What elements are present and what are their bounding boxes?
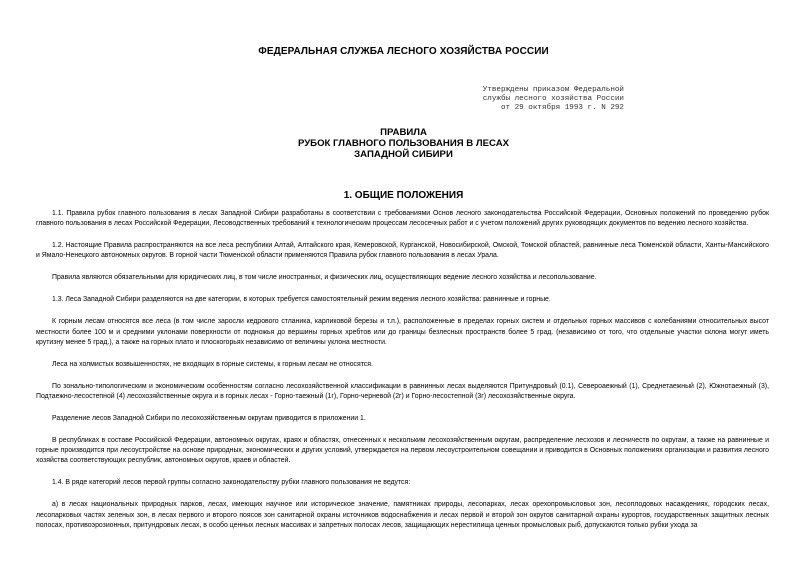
section-heading: 1. ОБЩИЕ ПОЛОЖЕНИЯ	[343, 190, 464, 201]
paragraph: 1.4. В ряде категорий лесов первой группы согласно законодательству рубки главного пользования не ведутся:	[52, 479, 411, 487]
paragraph: По зонально-типологическим и экономическим особенностям согласно лесохозяйственной классификации в равнинных лесах выделяются Притундровый (0.1), Североаежный (1), Среднетаежный (2), Южнотаежный (3), Подтаежно-лесостепной (4) лесохозяйственные округа и в горных лесах - Горно-таежный (1г), Горно-черневой (2г) и Горно-лесостепной (3г) лесохозяйственные округа.	[36, 382, 769, 401]
paragraph: 1.2. Настоящие Правила распространяются на все леса республики Алтай, Алтайского края, Кемеровской, Курганской, Новосибирской, Омской, Томской областей, равнинные леса Тюменской области, Ханты-Мансийского и Ямало-Ненецкого автономных округов. В горной части Тюменской области применяются Правила рубок главного пользования в лесах Урала.	[36, 242, 769, 260]
approval-stamp	[464, 86, 624, 113]
paragraph: Правила являются обязательными для юридических лиц, в том числе иностранных, и физических лиц, осуществляющих ведение лесного хозяйства и лесопользование.	[52, 274, 597, 282]
title-line-2: РУБОК ГЛАВНОГО ПОЛЬЗОВАНИЯ В ЛЕСАХ	[297, 138, 510, 149]
approval-line-2: службы лесного хозяйства России	[482, 95, 624, 103]
title-line-1: ПРАВИЛА	[380, 127, 427, 138]
document-body	[36, 209, 769, 543]
agency-header: ФЕДЕРАЛЬНАЯ СЛУЖБА ЛЕСНОГО ХОЗЯЙСТВА РОССИИ	[258, 46, 549, 57]
approval-line-3: от 29 октября 1993 г. N 292	[500, 104, 624, 112]
paragraph: В республиках в составе Российской Федерации, автономных округах, краях и областях, отнесенных к нескольким лесохозяйственным округам, распределение лесхозов и лесничеств по округам, а также на равнинные и горные производится при лесоустройстве на основе природных, экономических и других условий, утверждается на первом лесоустроительном совещании и приводится в Основных положениях организации и развития лесного хозяйства соответствующих республик, автономных округов, краев и областей.	[36, 437, 769, 465]
title-line-3: ЗАПАДНОЙ СИБИРИ	[354, 149, 453, 160]
approval-line-1: Утверждены приказом Федеральной	[482, 86, 624, 94]
document-title	[0, 127, 807, 160]
paragraph: 1.3. Леса Западной Сибири разделяются на две категории, в которых требуется самостоятельный режим ведения лесного хозяйства: равнинные и горные.	[52, 296, 551, 304]
paragraph: К горным лесам относятся все леса (в том числе заросли кедрового стланика, карликовой березы и т.п.), расположенные в пределах горных систем и отдельных горных массивов с колебаниями относительных высот местности более 100 м и средними уклонами поверхности от подножья до вершины горных хребтов или до границы безлесных пространств более 5 град. (независимо от того, что отдельные участки склона могут иметь крутизну менее 5 град.), а также на горных плато и плоскогорьях независимо от величины уклона местности.	[36, 318, 769, 346]
paragraph: Разделение лесов Западной Сибири по лесохозяйственным округам приводится в приложении 1.	[52, 415, 366, 423]
paragraph: Леса на холмистых возвышенностях, не входящих в горные системы, к горным лесам не относятся.	[52, 360, 373, 368]
paragraph: а) в лесах национальных природных парков, лесах, имеющих научное или историческое значение, памятниках природы, лесопарках, лесах орехопромысловых зон, лесоплодовых насаждениях, городских лесах, лесопарковых частях зеленых зон, в лесах первого и второго поясов зон санитарной охраны источников водоснабжения и лесах первой и второй зон округов санитарной охраны курортов, государственных защитных лесных полосах, противоэрозионных, притундровых лесах, в особо ценных лесных массивах и запретных полосах лесов, защищающих нерестилища ценных промысловых рыб, допускаются только рубки ухода за	[36, 501, 769, 529]
paragraph: 1.1. Правила рубок главного пользования в лесах Западной Сибири разработаны в соответствии с требованиями Основ лесного законодательства Российской Федерации, Основных положений по проведению рубок главного пользования в лесах Российской Федерации, Лесоводственных требований к технологическим процессам лесосечных работ и с учетом положений других руководящих документов по ведению лесного хозяйства.	[36, 210, 769, 228]
